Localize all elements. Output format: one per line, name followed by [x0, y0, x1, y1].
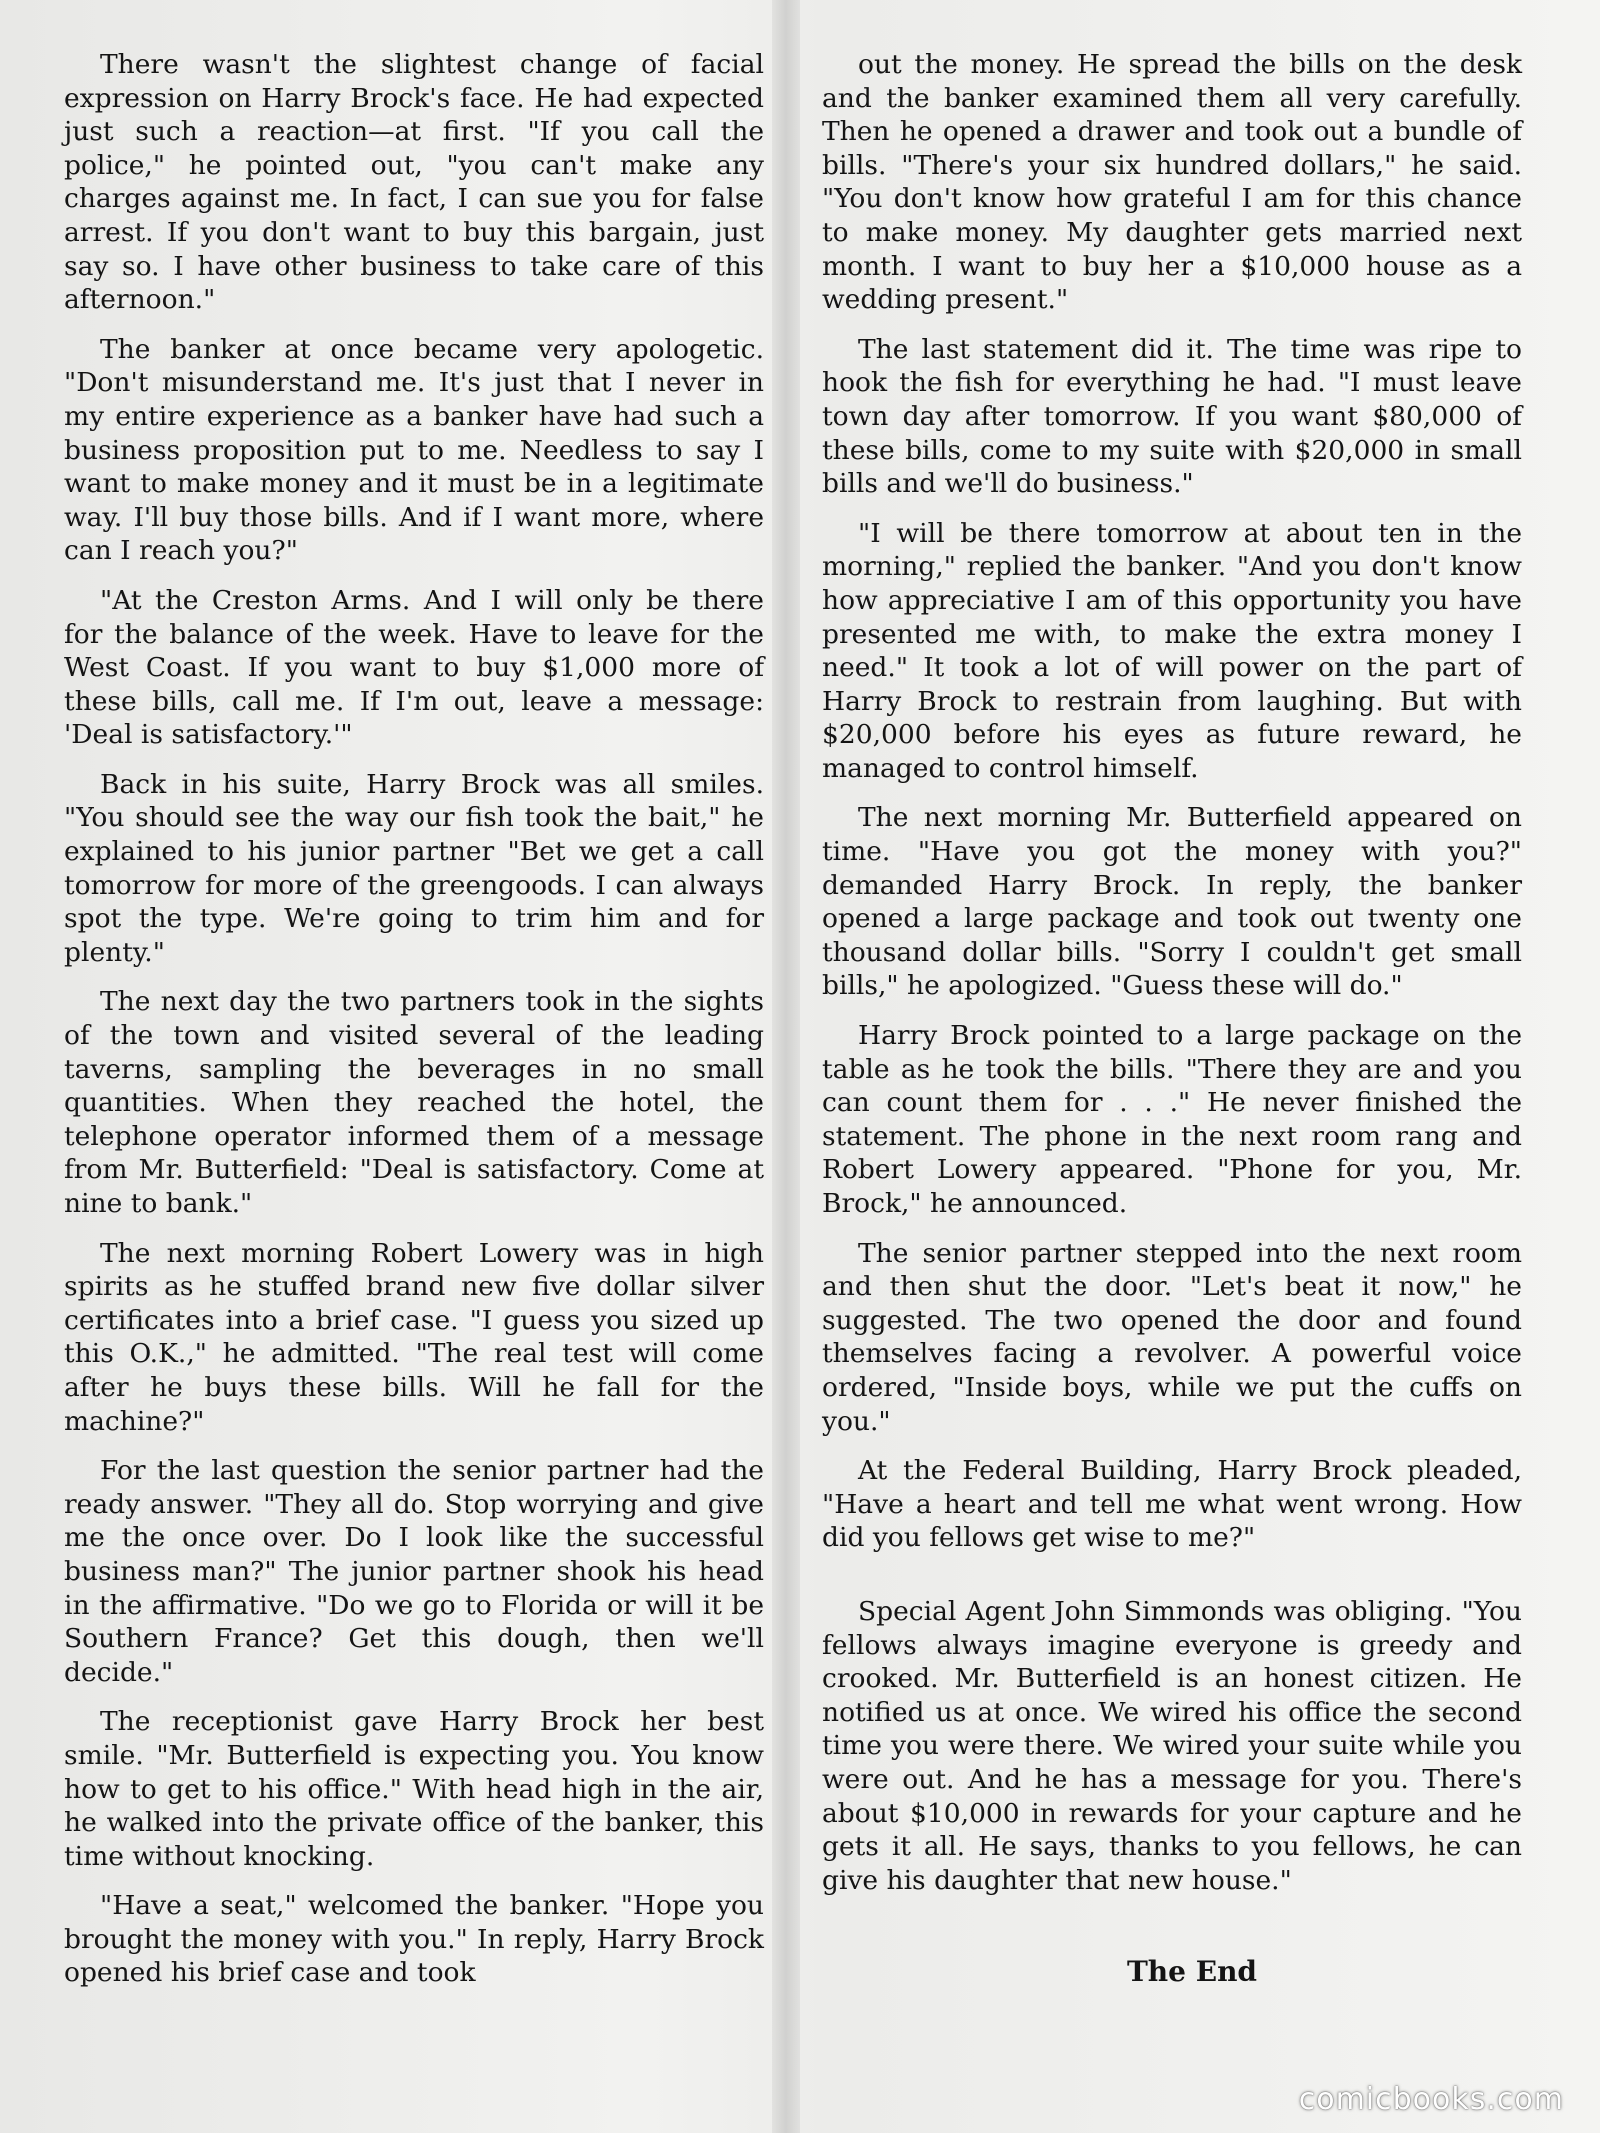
paragraph: "I will be there tomorrow at about ten in the morning," replied the banker. "And you don't know how appreciative I am of this opportunity you have presented me with, to make the extra money I need." It took a lot of will power on the part of Harry Brock to restrain from laughing. But with $20,000 before his eyes as future reward, he managed to control himself.: [822, 517, 1522, 784]
the-end-label: The End: [1126, 1955, 1258, 1989]
paragraph: The last statement did it. The time was ripe to hook the fish for everything he had. "I must leave town day after tomorrow. If you want $80,000 of these bills, come to my suite with $20,000 in small bills and we'll do business.": [822, 333, 1522, 500]
paragraph: The next morning Robert Lowery was in high spirits as he stuffed brand new five dollar silver certificates into a brief case. "I guess you sized up this O.K.," he admitted. "The real test will come after he buys these bills. Will he fall for the machine?": [64, 1237, 764, 1437]
paragraph: Harry Brock pointed to a large package on the table as he took the bills. "There they are and you can count them for . . ." He never finished the statement. The phone in the next room rang and Robert Lowery appeared. "Phone for you, Mr. Brock," he announced.: [822, 1020, 1522, 1219]
paragraph: The banker at once became very apologetic. "Don't misunderstand me. It's just that I never in my entire experience as a banker have had such a business proposition put to me. Needless to say I want to make money and it must be in a legitimate way. I'll buy those bills. And if I want more, where can I reach you?": [64, 333, 764, 567]
column-gutter: [772, 0, 800, 2133]
paragraph: Back in his suite, Harry Brock was all smiles. "You should see the way our fish took the bait," he explained to his junior partner "Bet we get a call tomorrow for more of the greengoods. I can always spot the type. We're going to trim him and for plenty.": [64, 768, 764, 968]
paragraph: Special Agent John Simmonds was obliging. "You fellows always imagine everyone is greedy and crooked. Mr. Butterfield is an honest citizen. He notified us at once. We wired his office the second time you were there. We wired your suite while you were out. And he has a message for you. There's about $10,000 in rewards for your capture and he gets it all. He says, thanks to you fellows, he can give his daughter that new house.": [822, 1595, 1522, 1896]
paragraph: There wasn't the slightest change of facial expression on Harry Brock's face. He had expected just such a reaction—at first. "If you call the police," he pointed out, "you can't make any charges against me. In fact, I can sue you for false arrest. If you don't want to buy this bargain, just say so. I have other business to take care of this afternoon.": [64, 49, 764, 316]
paragraph: For the last question the senior partner had the ready answer. "They all do. Stop worrying and give me the once over. Do I look like the successful business man?" The junior partner shook his head in the affirmative. "Do we go to Florida or will it be Southern France? Get this dough, then we'll decide.": [64, 1455, 764, 1688]
left-column: [64, 48, 764, 2006]
paragraph: "At the Creston Arms. And I will only be there for the balance of the week. Have to leave for the West Coast. If you want to buy $1,000 more of these bills, call me. If I'm out, leave a message: 'Deal is satisfactory.'": [64, 584, 764, 751]
site-watermark: comicbooks.com: [1298, 2082, 1564, 2117]
paragraph: The receptionist gave Harry Brock her best smile. "Mr. Butterfield is expecting you. You know how to get to his office." With head high in the air, he walked into the private office of the banker, this time without knocking.: [64, 1706, 764, 1872]
paragraph: "Have a seat," welcomed the banker. "Hope you brought the money with you." In reply, Harry Brock opened his brief case and took: [64, 1890, 764, 1989]
right-column: [822, 48, 1522, 2005]
paragraph: The senior partner stepped into the next room and then shut the door. "Let's beat it now," he suggested. The two opened the door and found themselves facing a revolver. A powerful voice ordered, "Inside boys, while we put the cuffs on you.": [822, 1237, 1522, 1437]
paragraph: The next morning Mr. Butterfield appeared on time. "Have you got the money with you?" demanded Harry Brock. In reply, the banker opened a large package and took out twenty one thousand dollar bills. "Sorry I couldn't get small bills," he apologized. "Guess these will do.": [822, 802, 1522, 1002]
paragraph: out the money. He spread the bills on the desk and the banker examined them all very carefully. Then he opened a drawer and took out a bundle of bills. "There's your six hundred dollars," he said. "You don't know how grateful I am for this chance to make money. My daughter gets married next month. I want to buy her a $10,000 house as a wedding present.": [822, 49, 1522, 316]
paragraph: The next day the two partners took in the sights of the town and visited several of the leading taverns, sampling the beverages in no small quantities. When they reached the hotel, the telephone operator informed them of a message from Mr. Butterfield: "Deal is satisfactory. Come at nine to bank.": [64, 986, 764, 1219]
paragraph: At the Federal Building, Harry Brock pleaded, "Have a heart and tell me what went wrong. How did you fellows get wise to me?": [822, 1455, 1522, 1554]
